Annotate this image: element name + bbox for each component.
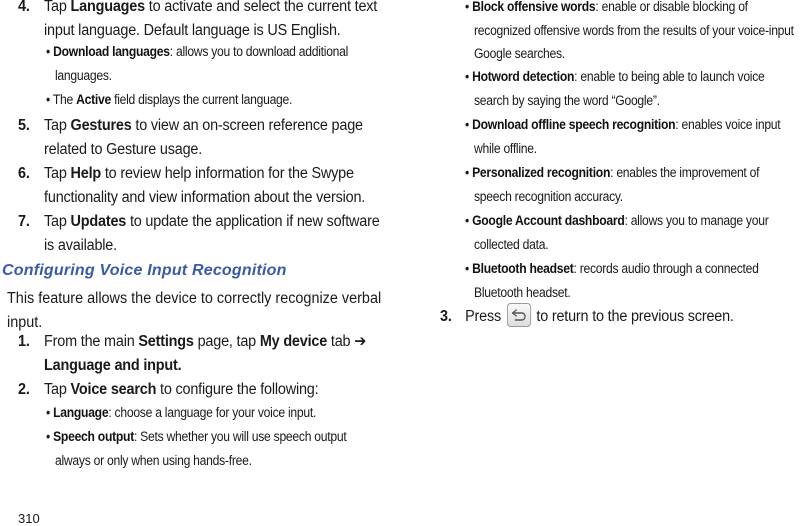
languages-option: Languages bbox=[70, 0, 145, 15]
page-number: 310 bbox=[18, 511, 40, 526]
my-device-tab-label: My device bbox=[259, 333, 328, 350]
settings-label: Settings bbox=[138, 333, 194, 350]
bullet-google-account-dashboard: • Google Account dashboard: allows you to manage your collected data. bbox=[465, 213, 769, 252]
section-heading: Configuring Voice Input Recognition bbox=[2, 262, 287, 279]
manual-page: 4. Tap Languages to activate and select the current text input language. Default language is US English. • Download languages: allows you to download additional languages. • The Active field displays the current language. 5. Tap Gestures to view an on-screen reference page related to Gesture usage. 6. Tap Help to review help information for the Swype functionality and view information about the version. 7. Tap Updates to update the application if new software is available. Configuring Voice Input Recognition This feature allows the device to correctly recognize verbal input. 1. From the main Settings page, tap My device tab ➔ Language and input. 2. Tap Voice search to configure the following: • Language: choose a language for your voice input. • Speech output: Sets whether you will use speech output always or only when using hands-free. 310 • Block offensive words: enable or disable blocking of recognized offensive words from the results of your voice-input Google searches. • Hotword detection: enable to being able to launch voice search by saying the word “Google”. • Download offline speech recognition: enables voice input while offline. • Personalized recognition: enables the improvement of speech recognition accuracy. • Google Account dashboard: allows you to manage your collected data. • Bluetooth headset: records audio through a connected Bluetooth headset. 3. Press to return to the previous screen. bbox=[0, 0, 801, 526]
back-button[interactable] bbox=[507, 303, 531, 327]
bullet-offline-speech: • Download offline speech recognition: enables voice input while offline. bbox=[465, 117, 781, 156]
bullet-hotword-detection: • Hotword detection: enable to being able to launch voice search by saying the word “Google”. bbox=[465, 69, 765, 108]
bullet-language: • Language: choose a language for your voice input. bbox=[46, 405, 317, 420]
bullet-speech-output: • Speech output: Sets whether you will use speech output always or only when using hands-free. bbox=[46, 429, 347, 468]
bullet-block-offensive-words: • Block offensive words: enable or disable blocking of recognized offensive words from the results of your voice-input Google searches. bbox=[465, 0, 794, 61]
back-arrow-icon bbox=[511, 309, 526, 321]
intro-paragraph: This feature allows the device to correctly recognize verbal input. bbox=[7, 290, 382, 331]
bullet-active: • The Active field displays the current language. bbox=[46, 92, 293, 107]
language-and-input-label: Language and input. bbox=[44, 357, 182, 374]
bullet-personalized-recognition: • Personalized recognition: enables the improvement of speech recognition accuracy. bbox=[465, 165, 760, 204]
help-option: Help bbox=[70, 165, 102, 182]
bullet-bluetooth-headset: • Bluetooth headset: records audio through a connected Bluetooth headset. bbox=[465, 261, 759, 300]
bullet-download-languages: • Download languages: allows you to download additional languages. bbox=[46, 44, 349, 83]
gestures-option: Gestures bbox=[70, 117, 132, 134]
voice-search-label: Voice search bbox=[70, 381, 157, 398]
updates-option: Updates bbox=[70, 213, 127, 230]
